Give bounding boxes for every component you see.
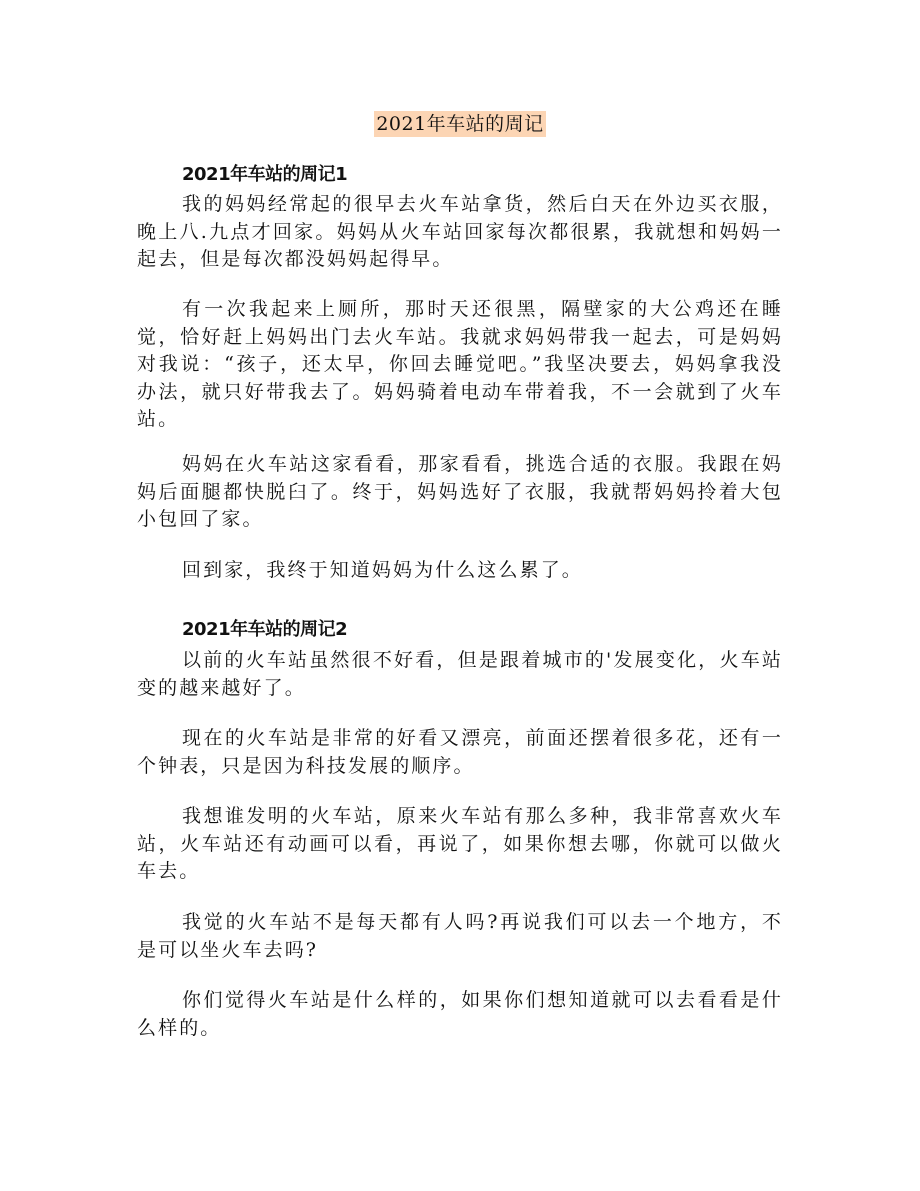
paragraph: 现在的火车站是非常的好看又漂亮，前面还摆着很多花，还有一个钟表，只是因为科技发展的顺序。 <box>137 727 783 777</box>
paragraph: 妈妈在火车站这家看看，那家看看，挑选合适的衣服。我跟在妈妈后面腿都快脱臼了。终于，妈妈选好了衣服，我就帮妈妈拎着大包小包回了家。 <box>137 453 783 530</box>
paragraph: 以前的火车站虽然很不好看，但是跟着城市的'发展变化，火车站变的越来越好了。 <box>137 649 783 699</box>
document-title-text: 2021年车站的周记 <box>376 113 544 135</box>
paragraph: 回到家，我终于知道妈妈为什么这么累了。 <box>182 559 583 581</box>
paragraph: 有一次我起来上厕所，那时天还很黑，隔壁家的大公鸡还在睡觉，恰好赶上妈妈出门去火车站。我就求妈妈带我一起去，可是妈妈对我说：“孩子，还太早，你回去睡觉吧。”我坚决要去，妈妈拿我没办法，就只好带我去了。妈妈骑着电动车带着我，不一会就到了火车站。 <box>137 298 783 430</box>
section-heading-2: 2021年车站的周记2 <box>182 619 348 640</box>
paragraph: 我的妈妈经常起的很早去火车站拿货，然后白天在外边买衣服，晚上八.九点才回家。妈妈从火车站回家每次都很累，我就想和妈妈一起去，但是每次都没妈妈起得早。 <box>137 193 783 270</box>
document-title <box>137 109 783 136</box>
paragraph: 我想谁发明的火车站，原来火车站有那么多种，我非常喜欢火车站，火车站还有动画可以看，再说了，如果你想去哪，你就可以做火车去。 <box>137 805 783 882</box>
paragraph: 我觉的火车站不是每天都有人吗?再说我们可以去一个地方，不是可以坐火车去吗? <box>137 911 783 961</box>
section-heading-1: 2021年车站的周记1 <box>182 164 348 185</box>
paragraph: 你们觉得火车站是什么样的，如果你们想知道就可以去看看是什么样的。 <box>137 989 783 1039</box>
